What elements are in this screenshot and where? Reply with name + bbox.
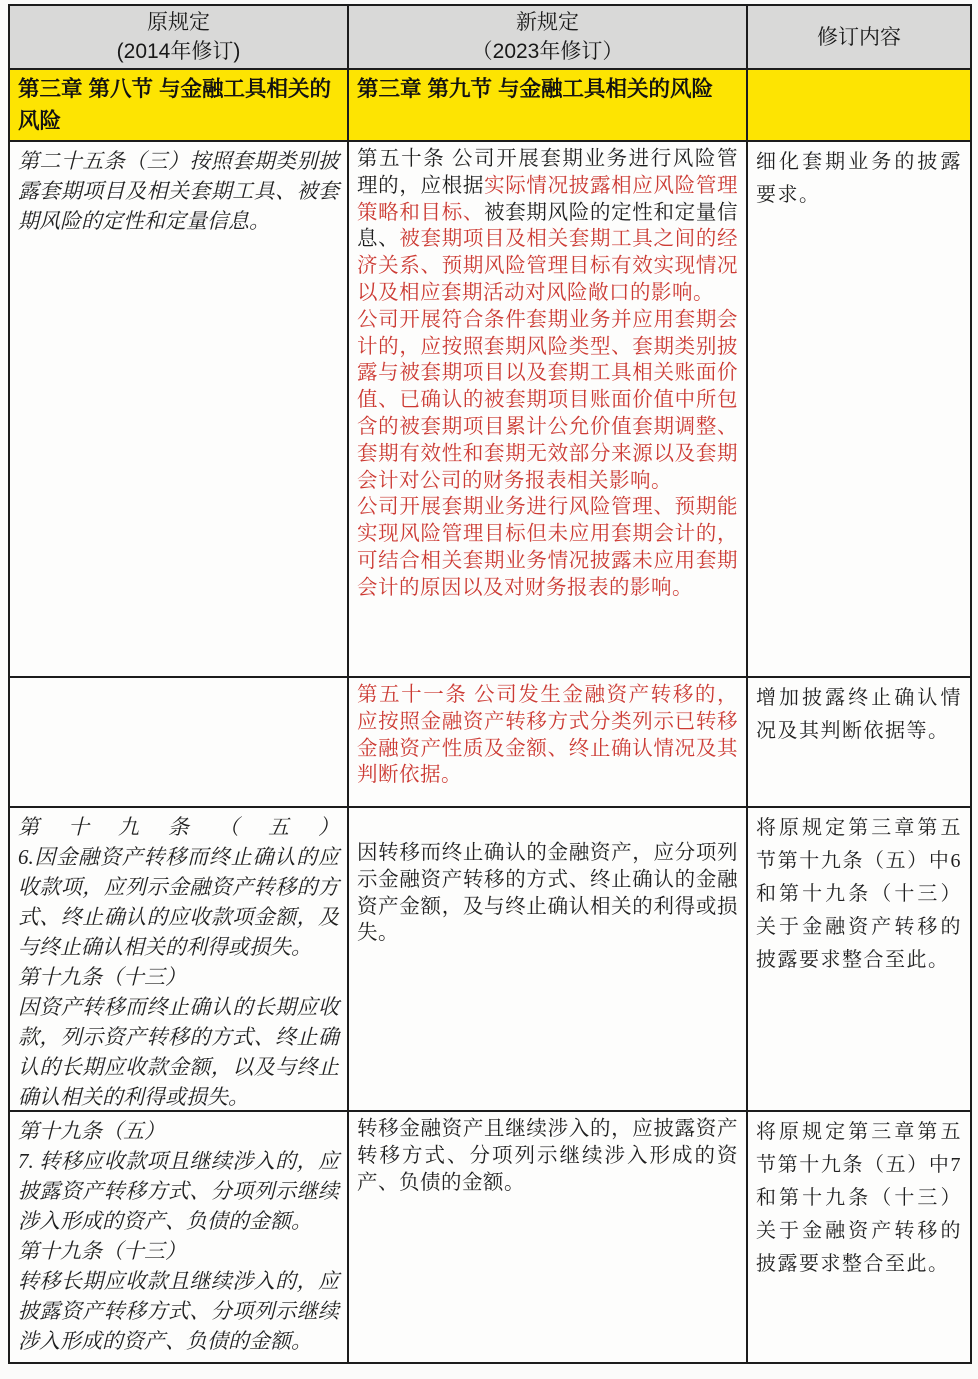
regular-text: 增加披露终止确认情况及其判断依据等。 — [756, 687, 962, 742]
regular-text: 转移金融资产且继续涉入的，应披露资产转移方式、分项列示继续涉入形成的资产、负债的金额。 — [357, 1118, 738, 1194]
regular-text: 将原规定第三章第五节第十九条（五）中6和第十九条（十三）关于金融资产转移的披露要求整合至此。 — [756, 817, 962, 971]
regular-text: 第十九条（五） — [18, 1119, 165, 1143]
header-old-title: 原规定 — [147, 11, 210, 34]
regular-text: 第十九条（十三） — [18, 1239, 186, 1263]
regular-text: 第二十五条（三）按照套期类别披露套期项目及相关套期工具、被套期风险的定性和定量信息。 — [18, 149, 339, 233]
paragraph — [357, 682, 738, 789]
paragraph — [18, 962, 339, 992]
regular-text: 第五十条 公司开展套期业务进行风险管理的，应根据 — [357, 148, 738, 197]
regular-text: 7. 转移应收款项且继续涉入的，应披露资产转移方式、分项列示继续涉入形成的资产、负债的金额。 — [18, 1149, 339, 1233]
row-3-old-cell — [10, 808, 349, 1112]
revised-highlight-text: 被套期项目及相关套期工具之间的经济关系、预期风险管理目标有效实现情况以及相应套期活动对风险敞口的影响。 — [357, 228, 739, 304]
paragraph — [18, 1116, 339, 1146]
row-3-new-cell — [349, 808, 748, 1112]
regulation-comparison-table — [8, 4, 972, 1364]
paragraph — [357, 146, 738, 307]
row-1-old-cell — [10, 142, 349, 678]
paragraph — [756, 1116, 962, 1281]
header-old-subtitle: (2014年修订) — [116, 40, 241, 63]
paragraph — [357, 1116, 738, 1196]
section-new-text: 第三章 第九节 与金融工具相关的风险 — [357, 77, 713, 101]
paragraph — [18, 1146, 339, 1236]
revised-highlight-text: 第五十一条 公司发生金融资产转移的，应按照金融资产转移方式分类列示已转移金融资产性质及金额、终止确认情况及其判断依据。 — [357, 684, 738, 787]
header-cell-revision-content — [748, 6, 970, 70]
paragraph — [18, 842, 339, 962]
regular-text: 第十九条（五） — [18, 815, 339, 839]
row-3-rev-cell — [748, 808, 970, 1112]
row-4-new-cell — [349, 1112, 748, 1362]
revised-highlight-text: 公司开展符合条件套期业务并应用套期会计的，应按照套期风险类型、套期类别披露与被套期项目以及套期工具相关账面价值、已确认的被套期项目账面价值中所包含的被套期项目累计公允价值套期调整、套期有效性和套期无效部分来源以及套期会计对公司的财务报表相关影响。 — [357, 308, 738, 492]
regular-text: 因资产转移而终止确认的长期应收款，列示资产转移的方式、终止确认的长期应收款金额，以及与终止确认相关的利得或损失。 — [18, 995, 339, 1109]
header-new-subtitle: （2023年修订） — [471, 40, 624, 63]
row-1-new-cell — [349, 142, 748, 678]
regular-text: 被套期风险的定性和定量信息、 — [357, 201, 739, 251]
regular-text: 第十九条（十三） — [18, 965, 186, 989]
revised-highlight-text: 公司开展套期业务进行风险管理、预期能实现风险管理目标但未应用套期会计的，可结合相关套期业务情况披露未应用套期会计的原因以及对财务报表的影响。 — [357, 496, 738, 599]
section-cell-old-chapter — [10, 70, 349, 142]
header-cell-new-regulation — [349, 6, 748, 70]
header-cell-old-regulation — [10, 6, 349, 70]
row-2-rev-cell — [748, 678, 970, 808]
regular-text: 6.因金融资产转移而终止确认的应收款项，应列示金融资产转移的方式、终止确认的应收款项金额，及与终止确认相关的利得或损失。 — [18, 845, 339, 959]
paragraph — [18, 1236, 339, 1266]
regular-text: 细化套期业务的披露要求。 — [756, 151, 962, 206]
regular-text: 将原规定第三章第五节第十九条（五）中7和第十九条（十三）关于金融资产转移的披露要求整合至此。 — [756, 1121, 962, 1275]
paragraph — [18, 146, 339, 236]
section-old-text: 第三章 第八节 与金融工具相关的风险 — [18, 77, 331, 133]
paragraph — [357, 307, 738, 495]
row-2-old-cell — [10, 678, 349, 808]
section-cell-revision-empty — [748, 70, 970, 142]
row-4-rev-cell — [748, 1112, 970, 1362]
revised-highlight-text: 实际情况披露相应风险管理策略和目标、 — [357, 174, 739, 224]
paragraph — [18, 1266, 339, 1356]
paragraph — [756, 146, 962, 212]
paragraph — [18, 812, 339, 842]
row-1-rev-cell — [748, 142, 970, 678]
paragraph — [357, 494, 738, 601]
paragraph — [756, 812, 962, 977]
paragraph — [756, 682, 962, 748]
section-cell-new-chapter — [349, 70, 748, 142]
paragraph — [357, 840, 738, 947]
regular-text: 因转移而终止确认的金融资产，应分项列示金融资产转移的方式、终止确认的金融资产金额，及与终止确认相关的利得或损失。 — [357, 842, 738, 945]
header-new-title: 新规定 — [516, 11, 579, 34]
row-2-new-cell — [349, 678, 748, 808]
regular-text: 转移长期应收款且继续涉入的，应披露资产转移方式、分项列示继续涉入形成的资产、负债的金额。 — [18, 1269, 339, 1353]
paragraph — [18, 992, 339, 1112]
header-revision-title: 修订内容 — [817, 25, 901, 49]
row-4-old-cell — [10, 1112, 349, 1362]
